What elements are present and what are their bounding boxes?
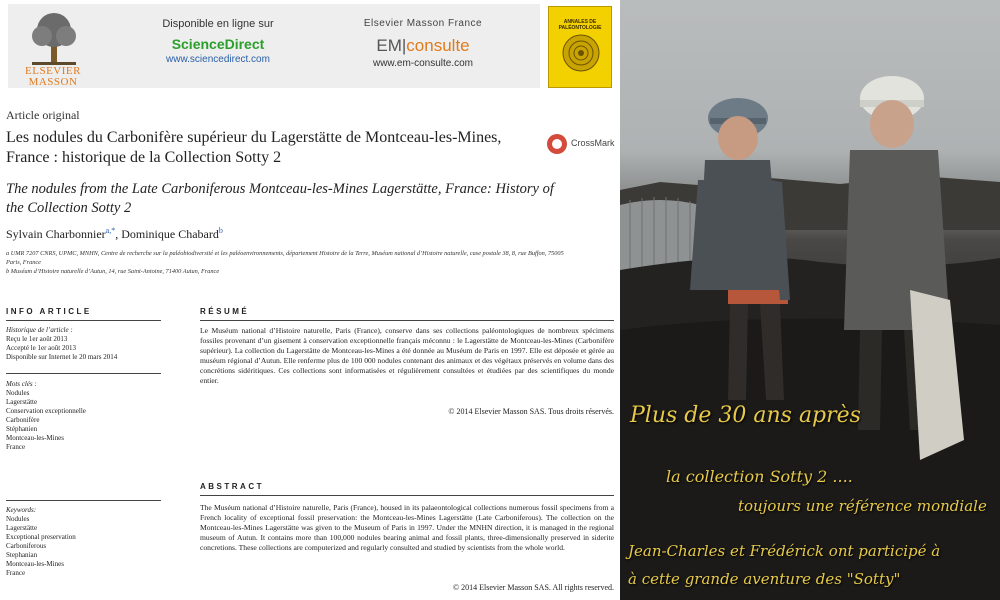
author-list: Sylvain Charbonnier$^{a,*}$, Dominique Chabard$^b$ (6, 226, 223, 241)
keyword: France (6, 443, 26, 451)
journal-cover-thumbnail[interactable] (548, 6, 612, 88)
keywords-fr (6, 380, 166, 452)
history-item: Disponible sur Internet le 20 mars 2014 (6, 353, 118, 361)
sciencedirect-available-label: Disponible en ligne sur (162, 18, 274, 30)
elsevier-logo-text: ELSEVIER MASSON (25, 65, 81, 88)
article-type-label: Article original (6, 108, 80, 122)
elsevier-logo[interactable] (18, 10, 88, 90)
caption-headline: Plus de 30 ans après (630, 403, 861, 428)
emconsulte-name-suffix: consulte (406, 36, 470, 55)
article-history (6, 326, 166, 362)
article-title-en: The nodules from the Late Carboniferous Montceau-les-Mines Lagerstätte, France: History of the Collection Sotty 2 (6, 181, 554, 216)
keywords-en-label: Keywords: (6, 506, 37, 514)
keyword: Carboniferous (6, 542, 47, 550)
sciencedirect-name[interactable]: ScienceDirect (171, 36, 265, 52)
history-item: Accepté le 1er août 2013 (6, 344, 76, 352)
resume-heading: RÉSUMÉ (200, 307, 250, 316)
abstract-heading: ABSTRACT (200, 482, 264, 491)
keyword: Lagerstätte (6, 398, 38, 406)
author-affiliation-marker[interactable]: b (218, 226, 223, 235)
caption-line: toujours une référence mondiale (738, 497, 987, 515)
history-label: Historique de l’article : (6, 326, 73, 334)
resume-copyright: © 2014 Elsevier Masson SAS. Tous droits réservés. (448, 407, 614, 416)
keyword: Carbonifère (6, 416, 40, 424)
affiliations (6, 249, 566, 276)
keyword: Montceau-les-Mines (6, 560, 64, 568)
sciencedirect-url[interactable]: www.sciencedirect.com (166, 54, 270, 65)
divider (200, 320, 614, 321)
history-item: Reçu le 1er août 2013 (6, 335, 68, 343)
author-name[interactable]: Dominique Chabard (121, 227, 219, 241)
resume-text: Le Muséum national d’Histoire naturelle, Paris (France), conserve dans ses collections paléontologiques de nombreux spécimens fossiles provenant d’un gisement à conservation exceptionnelle français méconnu : le Lagerstätte de Montceau-les-Mines (Carbonifère supérieur). La collection du Lagerstätte de Montceau-les-Mines a été donnée au Muséum de Paris en 1997. Elle est déposée et gérée au muséum régional d’Autun. Elle renferme plus de 100 000 nodules contenant des animaux et des végétaux préservés en volume dans des concrétions sidéritiques. Ces collections sont informatisées et régulièrement consultées et étudiées par des scientifiques du monde entier. (200, 326, 614, 385)
info-article-heading: INFO ARTICLE (6, 307, 92, 316)
divider (6, 500, 161, 501)
author-affiliation-marker[interactable]: a,* (105, 226, 116, 235)
keyword: Montceau-les-Mines (6, 434, 64, 442)
emconsulte-name[interactable] (343, 36, 503, 56)
article-title-fr: Les nodules du Carbonifère supérieur du Lagerstätte de Montceau-les-Mines, France : historique de la Collection Sotty 2 (6, 129, 502, 166)
emconsulte-url[interactable]: www.em-consulte.com (372, 58, 474, 69)
keywords-fr-label: Mots clés : (6, 380, 37, 388)
crossmark-icon (547, 134, 567, 154)
crossmark-label: CrossMark (571, 138, 615, 148)
keyword: Nodules (6, 515, 30, 523)
photo-panel (620, 0, 1000, 600)
keyword: Exceptional preservation (6, 533, 76, 541)
emconsulte-name-prefix: EM| (376, 36, 407, 55)
caption-line: la collection Sotty 2 .... (666, 467, 853, 486)
keyword: Stéphanien (6, 425, 38, 433)
journal-masthead (8, 4, 540, 88)
affiliation-b: b Muséum d’Histoire naturelle d’Autun, 14, rue Saint-Antoine, 71400 Autun, France (6, 268, 220, 275)
keyword: Conservation exceptionnelle (6, 407, 86, 415)
author-name[interactable]: Sylvain Charbonnier (6, 227, 106, 241)
keyword: Stephanian (6, 551, 38, 559)
ammonite-icon (561, 33, 601, 73)
crossmark-badge[interactable] (547, 134, 617, 154)
journal-cover-title: ANNALES DE PALÉONTOLOGIE (558, 19, 602, 31)
sciencedirect-block[interactable] (138, 18, 298, 65)
keyword: France (6, 569, 26, 577)
divider (6, 373, 161, 374)
elsevier-tree-icon (26, 10, 82, 66)
emconsulte-publisher: Elsevier Masson France (363, 18, 483, 29)
keywords-en (6, 506, 166, 578)
caption-line: Jean-Charles et Frédérick ont participé à (628, 542, 941, 560)
keyword: Lagerstätte (6, 524, 38, 532)
affiliation-a: a UMR 7207 CNRS, UPMC, MNHN, Centre de recherche sur la paléobiodiversité et les paléoenvironnements, département Histoire de la Terre, Muséum national d’Histoire naturelle, case postale 38, 8, rue Buffon, 75005 Paris, France (6, 250, 564, 266)
divider (200, 495, 614, 496)
divider (6, 320, 161, 321)
keyword: Nodules (6, 389, 30, 397)
abstract-text: The Muséum national d’Histoire naturelle, Paris (France), housed in its palaeontological collections numerous fossil specimens from a French locality of exceptional fossil preservation: the Montceau-les-Mines Lagerstätte (Late Carboniferous). The collection on the Montceau-les-Mines Lagerstätte was given to the Museum of Paris in 1997. Under the MNHN direction, it is managed in the regional museum of Autun. It contains more than 100,000 nodules bearing animal and fossil plants, three-dimensionally preserved in siderite concretions. These collections are computerized and regularly consulted and studied by scientists from the whole world. (200, 503, 614, 552)
caption-line: à cette grande aventure des "Sotty" (628, 570, 901, 588)
abstract-copyright: © 2014 Elsevier Masson SAS. All rights reserved. (453, 583, 614, 592)
emconsulte-block[interactable] (343, 18, 503, 69)
